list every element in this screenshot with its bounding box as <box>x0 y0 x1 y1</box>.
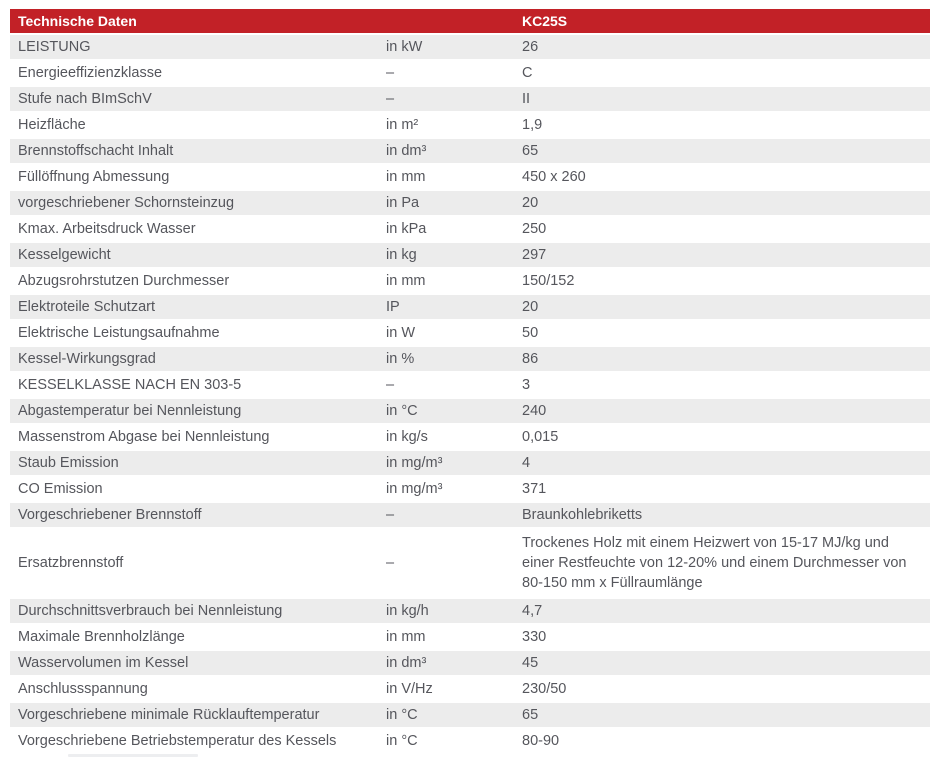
table-row <box>10 165 930 191</box>
spec-value: 1,9 <box>522 117 543 133</box>
spec-unit: in % <box>386 351 415 367</box>
table-row <box>10 35 930 61</box>
spec-unit: – <box>386 507 395 523</box>
spec-label: Elektroteile Schutzart <box>18 299 156 315</box>
spec-unit: in mm <box>386 169 426 185</box>
spec-label: Kessel-Wirkungsgrad <box>18 351 156 367</box>
spec-unit: in kg/h <box>386 603 429 619</box>
table-row <box>10 729 930 755</box>
spec-label: Staub Emission <box>18 455 119 471</box>
table-row <box>10 477 930 503</box>
spec-value: 297 <box>522 247 547 263</box>
spec-label: LEISTUNG <box>18 39 91 55</box>
spec-value: 3 <box>522 377 531 393</box>
spec-unit: in Pa <box>386 195 420 211</box>
spec-unit: in V/Hz <box>386 681 433 697</box>
table-row <box>10 113 930 139</box>
spec-value: II <box>522 91 531 107</box>
spec-value: 65 <box>522 707 539 723</box>
technical-data-table <box>10 9 930 755</box>
spec-unit: IP <box>386 299 400 315</box>
spec-value: 230/50 <box>522 681 567 697</box>
spec-label: Füllöffnung Abmessung <box>18 169 170 185</box>
spec-value: 150/152 <box>522 273 575 289</box>
spec-label: Elektrische Leistungsaufnahme <box>18 325 220 341</box>
spec-label: Durchschnittsverbrauch bei Nennleistung <box>18 603 283 619</box>
spec-unit: in kW <box>386 39 423 55</box>
spec-label: Anschlussspannung <box>18 681 148 697</box>
spec-label: Vorgeschriebene minimale Rücklauftemperatur <box>18 707 320 723</box>
table-header-title: Technische Daten <box>18 13 137 29</box>
spec-value: 26 <box>522 39 539 55</box>
spec-unit: in kPa <box>386 221 427 237</box>
table-row <box>10 677 930 703</box>
spec-unit: – <box>386 91 395 107</box>
spec-label: Energieeffizienzklasse <box>18 65 163 81</box>
table-row <box>10 347 930 373</box>
table-row <box>10 451 930 477</box>
spec-label: Brennstoffschacht Inhalt <box>18 143 174 159</box>
table-row <box>10 191 930 217</box>
table-row <box>10 139 930 165</box>
spec-unit: in mm <box>386 629 426 645</box>
spec-label: Wasservolumen im Kessel <box>18 655 189 671</box>
table-row <box>10 625 930 651</box>
table-row <box>10 373 930 399</box>
table-body <box>10 35 930 755</box>
spec-unit: – <box>386 377 395 393</box>
table-row <box>10 599 930 625</box>
table-row <box>10 425 930 451</box>
spec-label: Massenstrom Abgase bei Nennleistung <box>18 429 270 445</box>
table-row <box>10 295 930 321</box>
spec-unit: in °C <box>386 403 418 419</box>
table-row <box>10 321 930 347</box>
spec-value: 80-90 <box>522 733 560 749</box>
table-row <box>10 243 930 269</box>
spec-label: Heizfläche <box>18 117 86 133</box>
spec-value: 4,7 <box>522 603 543 619</box>
spec-value: 250 <box>522 221 547 237</box>
table-row <box>10 399 930 425</box>
spec-unit: – <box>386 555 395 571</box>
spec-label: Abzugsrohrstutzen Durchmesser <box>18 273 230 289</box>
table-row <box>10 529 930 599</box>
spec-value: 0,015 <box>522 429 559 445</box>
spec-unit: in mg/m³ <box>386 481 443 497</box>
spec-value: 240 <box>522 403 547 419</box>
spec-label: Kmax. Arbeitsdruck Wasser <box>18 221 196 237</box>
table-row <box>10 503 930 529</box>
spec-value: 20 <box>522 299 539 315</box>
spec-value: 4 <box>522 455 531 471</box>
spec-label: Vorgeschriebener Brennstoff <box>18 507 202 523</box>
spec-unit: in m² <box>386 117 419 133</box>
spec-value: C <box>522 65 533 81</box>
spec-label: CO Emission <box>18 481 103 497</box>
spec-label: Maximale Brennholzlänge <box>18 629 185 645</box>
spec-label: Ersatzbrennstoff <box>18 555 124 571</box>
spec-value: 45 <box>522 655 539 671</box>
spec-unit: – <box>386 65 395 81</box>
spec-value: 86 <box>522 351 539 367</box>
spec-label: Kesselgewicht <box>18 247 111 263</box>
table-row <box>10 651 930 677</box>
spec-value: 330 <box>522 629 547 645</box>
spec-unit: in mg/m³ <box>386 455 443 471</box>
spec-unit: in °C <box>386 733 418 749</box>
table-row <box>10 269 930 295</box>
spec-label: Stufe nach BImSchV <box>18 91 152 107</box>
spec-value: Braunkohlebriketts <box>522 507 643 523</box>
spec-unit: in kg <box>386 247 417 263</box>
spec-unit: in dm³ <box>386 143 427 159</box>
spec-unit: in dm³ <box>386 655 427 671</box>
spec-value: 450 x 260 <box>522 169 586 185</box>
table-header-model: KC25S <box>522 13 568 29</box>
spec-unit: in °C <box>386 707 418 723</box>
spec-unit: in mm <box>386 273 426 289</box>
spec-label: vorgeschriebener Schornsteinzug <box>18 195 235 211</box>
spec-unit: in kg/s <box>386 429 428 445</box>
table-row <box>10 217 930 243</box>
spec-unit: in W <box>386 325 415 341</box>
spec-value: 65 <box>522 143 539 159</box>
spec-value: 371 <box>522 481 547 497</box>
spec-value: 20 <box>522 195 539 211</box>
table-header-row <box>10 9 930 35</box>
cropped-next-row-remnant <box>68 754 198 757</box>
spec-label: Abgastemperatur bei Nennleistung <box>18 403 242 419</box>
spec-value: Trockenes Holz mit einem Heizwert von 15-17 MJ/kg und einer Restfeuchte von 12-20% und einem Durchmesser von 80-150 mm x Füllraumlänge <box>522 535 907 591</box>
spec-label: Vorgeschriebene Betriebstemperatur des Kessels <box>18 733 337 749</box>
table-row <box>10 61 930 87</box>
table-row <box>10 703 930 729</box>
spec-value: 50 <box>522 325 539 341</box>
table-row <box>10 87 930 113</box>
spec-label: KESSELKLASSE NACH EN 303-5 <box>18 377 242 393</box>
